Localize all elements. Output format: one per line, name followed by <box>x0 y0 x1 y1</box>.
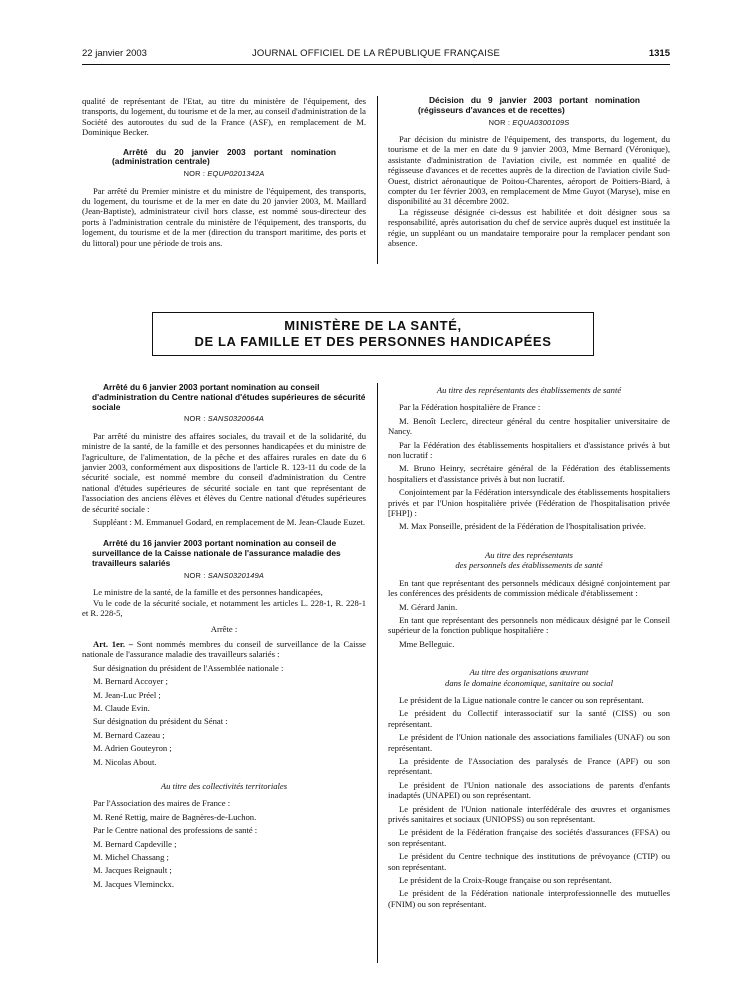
arrete-word: Arrête : <box>210 624 238 635</box>
nor-line: NOR : EQUP0201342A <box>183 169 265 179</box>
list-item: Le président de l'Union nationale interfédérale des œuvres et organismes privés sanitaires et sociaux (UNIOPSS) ou son représentant. <box>388 803 670 824</box>
list-item: Le président du Centre technique des institutions de prévoyance (CTIP) ou son représentant. <box>388 851 670 872</box>
designation-line: En tant que représentant des personnels médicaux désigné conjointement par les conférences des présidents de commission médicale d'établissement : <box>388 577 670 599</box>
list-item: Le président de la Ligue nationale contre le cancer ou son représentant. <box>399 694 644 705</box>
nor-line: NOR : SANS0320064A <box>183 414 265 424</box>
vu-line: Vu le code de la sécurité sociale, et notamment les articles L. 228-1, R. 228-1 et R. 228-5, <box>82 597 366 619</box>
article-1: Art. 1er. – Sont nommés membres du conseil de surveillance de la Caisse nationale de l'assurance maladie des travailleurs salariés : <box>82 638 366 660</box>
ministry-banner-line: DE LA FAMILLE ET DES PERSONNES HANDICAPÉES <box>194 334 552 349</box>
suppleant-line: Suppléant : M. Emmanuel Godard, en remplacement de M. Jean-Claude Euzet. <box>93 517 366 528</box>
decision-paragraph: Par décision du ministre de l'équipement, des transports, du logement, du tourisme et de la mer en date du 9 janvier 2003, Mme Bernard (Véronique), assistante d'administration de l'aviation civile, est nommée en qualité de régisseuse d'avances et de recettes auprès de la direction de l'aviation civile Sud-Ouest, district aéronautique de Poitou-Charentes, aéroport de Poitiers-Biard, à compter du 1er février 2003, en remplacement de Mme Guyot (Maryse), mise en disponibilité au 31 décembre 2002. <box>388 134 670 207</box>
designation-line: En tant que représentant des personnels non médicaux désigné par le Conseil supérieur de la fonction publique hospitalière : <box>388 614 670 636</box>
member-line: M. Michel Chassang ; <box>93 851 169 862</box>
member-line: M. Nicolas About. <box>93 756 157 767</box>
nor-line: NOR : EQUA0300109S <box>488 117 570 127</box>
member-line: M. René Rettig, maire de Bagnères-de-Luchon. <box>93 811 257 822</box>
designation-line: Conjointement par la Fédération intersyndicale des établissements hospitaliers privés et par l'Union hospitalière privée (Fédération de l'hospitalisation privée [FHP]) : <box>388 487 670 519</box>
header-date: 22 janvier 2003 <box>82 48 147 59</box>
minister-line: Le ministre de la santé, de la famille et des personnes handicapées, <box>93 587 323 598</box>
member-line: M. Bernard Capdeville ; <box>93 838 177 849</box>
member-line: M. Jacques Vleminckx. <box>93 878 174 889</box>
right-column <box>388 385 670 909</box>
list-item: Le président de la Fédération nationale interprofessionnelle des mutuelles (FNIM) ou son représentant. <box>388 888 670 909</box>
designation-line: Par la Fédération hospitalière de France : <box>399 402 541 413</box>
list-item: La présidente de l'Association des paralysés de France (APF) ou son représentant. <box>388 755 670 777</box>
decision-title: Décision du 9 janvier 2003 portant nomination (régisseurs d'avances et de recettes) <box>418 95 640 115</box>
member-line: M. Jacques Reignault ; <box>93 865 172 876</box>
nor-line: NOR : SANS0320149A <box>183 570 265 580</box>
arrete-title: Arrêté du 16 janvier 2003 portant nomination au conseil de surveillance de la Caisse nationale de l'assurance maladie des travailleurs salariés <box>92 538 341 569</box>
member-line: M. Gérard Janin. <box>399 601 458 612</box>
list-item: Le président de la Croix-Rouge française ou son représentant. <box>399 875 612 886</box>
page-number: 1315 <box>648 48 670 59</box>
section-heading: des personnels des établissements de santé <box>455 560 603 571</box>
decision-paragraph: La régisseuse désignée ci-dessus est habilitée et doit désigner sous sa responsabilité, après autorisation du chef de service auprès duquel est instituée la régie, un suppléant ou un mandataire temporaire pour la remplacer pendant son absence. <box>388 206 670 249</box>
section-heading: Au titre des représentants des établissements de santé <box>436 385 622 395</box>
header-rule <box>82 64 670 65</box>
section-heading: dans le domaine économique, sanitaire ou social <box>445 677 613 688</box>
designation-line: Par la Fédération des établissements hospitaliers et d'assistance privés à but non lucratif : <box>388 439 670 461</box>
arrete-title: Arrêté du 6 janvier 2003 portant nomination au conseil d'administration du Centre national d'études supérieures de sécurité sociale <box>92 382 366 412</box>
top-right-column <box>388 96 670 248</box>
designation-line: Par l'Association des maires de France : <box>93 798 231 809</box>
arrete-title: Arrêté du 20 janvier 2003 portant nomination (administration centrale) <box>112 146 336 167</box>
section-heading: Au titre des organisations œuvrant <box>469 667 589 678</box>
list-item: Le président de la Fédération française des sociétés d'assurances (FFSA) ou son représentant. <box>388 827 670 848</box>
intro-paragraph: qualité de représentant de l'Etat, au titre du ministère de l'équipement, des transports, du logement, du tourisme et de la mer, au conseil d'administration de la Société des autoroutes du sud de la France (ASF), en remplacement de M. Dominique Becker. <box>82 96 366 138</box>
top-left-column <box>82 96 366 248</box>
member-line: M. Bernard Cazeau ; <box>93 729 165 740</box>
designation-line: Sur désignation du président de l'Assemblée nationale : <box>93 662 284 673</box>
member-line: M. Benoît Leclerc, directeur général du centre hospitalier universitaire de Nancy. <box>388 415 670 437</box>
left-column <box>82 383 366 889</box>
member-line: M. Max Ponseille, président de la Fédération de l'hospitalisation privée. <box>399 521 646 532</box>
member-line: M. Jean-Luc Préel ; <box>93 689 161 700</box>
list-item: Le président de l'Union nationale des associations de parents d'enfants inadaptés (UNAPEI) ou son représentant. <box>388 779 670 801</box>
designation-line: Sur désignation du président du Sénat : <box>93 716 228 727</box>
member-line: M. Adrien Gouteyron ; <box>93 743 172 754</box>
ministry-banner <box>152 312 594 356</box>
column-divider-top <box>377 96 378 264</box>
member-line: M. Bruno Heinry, secrétaire général de la Fédération des établissements hospitaliers et d'assistance privés à but non lucratif. <box>388 463 670 484</box>
member-line: Mme Belleguic. <box>399 638 455 649</box>
section-heading: Au titre des collectivités territoriales <box>160 780 288 791</box>
arrete-body: Par arrêté du ministre des affaires sociales, du travail et de la solidarité, du ministre de la santé, de la famille et des personnes handicapées et du ministre de l'agriculture, de l'alimentation, de la pêche et des affaires rurales en date du 6 janvier 2003, conformément aux dispositions de l'article R. 123-11 du code de la sécurité sociale, est nommé membre du conseil d'administration du Centre national d'études supérieures de sécurité sociale en tant que représentant de l'association des anciens élèves et élèves du Centre national d'études supérieures de sécurité sociale : <box>82 430 366 514</box>
ministry-banner-line: MINISTÈRE DE LA SANTÉ, <box>284 318 462 333</box>
section-heading: Au titre des représentants <box>485 549 573 560</box>
list-item: Le président de l'Union nationale des associations familiales (UNAF) ou son représentant. <box>388 732 670 753</box>
member-line: M. Claude Evin. <box>93 702 150 713</box>
list-item: Le président du Collectif interassociatif sur la santé (CISS) ou son représentant. <box>388 708 670 729</box>
column-divider-bottom <box>377 383 378 963</box>
page-header <box>82 48 670 64</box>
journal-title: JOURNAL OFFICIEL DE LA RÉPUBLIQUE FRANÇAISE <box>251 48 501 59</box>
arrete-body: Par arrêté du Premier ministre et du ministre de l'équipement, des transports, du logement, du tourisme et de la mer en date du 20 janvier 2003, M. Maillard (Jean-Baptiste), administrateur civil hors classe, est nommé sous-directeur des ports à l'administration centrale du ministère de l'équipement, des transports, du logement, du tourisme et de la mer (direction du transport maritime, des ports et du littoral) pour une période de trois ans. <box>82 185 366 248</box>
designation-line: Par le Centre national des professions de santé : <box>93 825 258 836</box>
member-line: M. Bernard Accoyer ; <box>93 676 168 687</box>
